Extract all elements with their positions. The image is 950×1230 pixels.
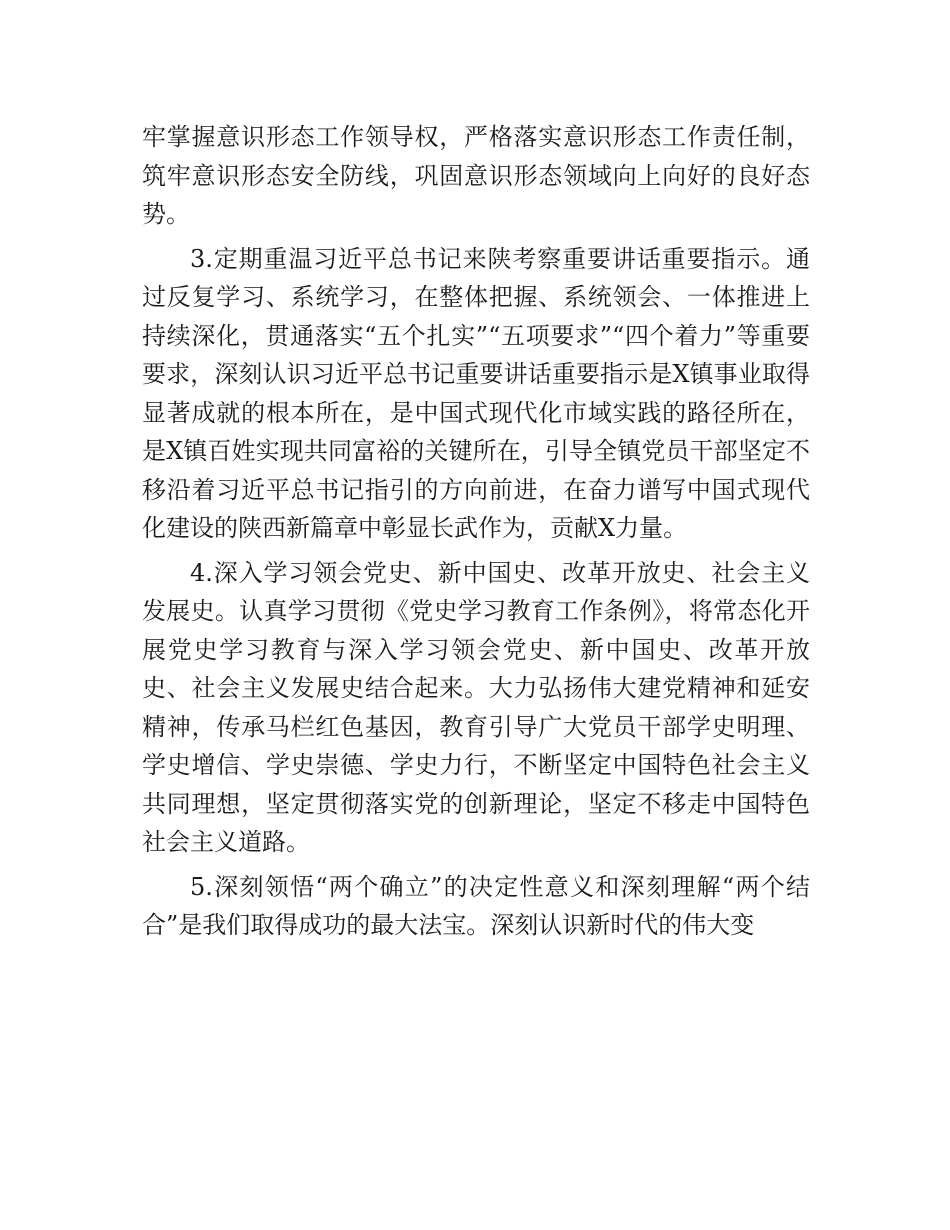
paragraph-continuation: 牢掌握意识形态工作领导权，严格落实意识形态工作责任制，筑牢意识形态安全防线，巩固意识形态领域向上向好的良好态势。: [142, 123, 810, 228]
document-body: [142, 118, 810, 951]
paragraph-item-3: 3.定期重温习近平总书记来陕考察重要讲话重要指示。通过反复学习、系统学习，在整体把握、系统领会、一体推进上持续深化，贯通落实“五个扎实”“五项要求”“四个着力”等重要要求，深刻认识习近平总书记重要讲话重要指示是X镇事业取得显著成就的根本所在，是中国式现代化市域实践的路径所在，是X镇百姓实现共同富裕的关键所在，引导全镇党员干部坚定不移沿着习近平总书记指引的方向前进，在奋力谱写中国式现代化建设的陕西新篇章中彰显长武作为，贡献X力量。: [142, 244, 810, 542]
paragraph-item-4: 4.深入学习领会党史、新中国史、改革开放史、社会主义发展史。认真学习贯彻《党史学习教育工作条例》，将常态化开展党史学习教育与深入学习领会党史、新中国史、改革开放史、社会主义发展史结合起来。大力弘扬伟大建党精神和延安精神，传承马栏红色基因，教育引导广大党员干部学史明理、学史增信、学史崇德、学史力行，不断坚定中国特色社会主义共同理想，坚定贯彻落实党的创新理论，坚定不移走中国特色社会主义道路。: [142, 558, 810, 856]
paragraph-item-5: 5.深刻领悟“两个确立”的决定性意义和深刻理解“两个结合”是我们取得成功的最大法宝。深刻认识新时代的伟大变: [142, 872, 810, 939]
